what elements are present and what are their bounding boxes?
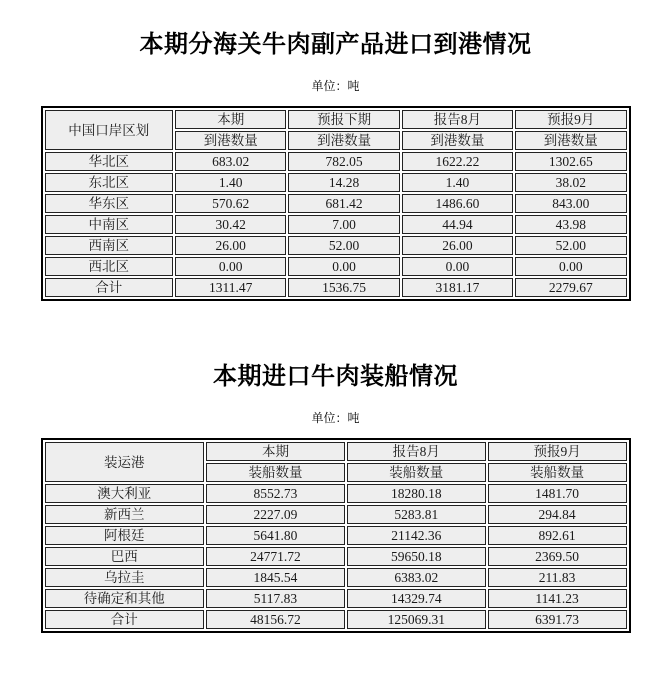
cell: 1622.22 [402, 152, 513, 171]
cell: 44.94 [402, 215, 513, 234]
cell: 2369.50 [488, 547, 627, 566]
cell: 1.40 [175, 173, 286, 192]
shipment-header-row-1 [45, 442, 627, 461]
shipment-col-header-current: 本期 [206, 442, 345, 461]
arrival-header-row-1 [45, 110, 627, 129]
table-row [45, 589, 627, 608]
table-row [45, 215, 627, 234]
row-label: 新西兰 [45, 505, 205, 524]
cell: 5283.81 [347, 505, 486, 524]
cell: 1486.60 [402, 194, 513, 213]
table-row [45, 236, 627, 255]
row-label: 合计 [45, 278, 174, 297]
cell: 211.83 [488, 568, 627, 587]
shipment-col-header-report-aug: 报告8月 [347, 442, 486, 461]
table-row [45, 257, 627, 276]
cell: 1845.54 [206, 568, 345, 587]
cell: 5117.83 [206, 589, 345, 608]
cell: 24771.72 [206, 547, 345, 566]
cell: 0.00 [288, 257, 399, 276]
cell: 843.00 [515, 194, 626, 213]
arrival-table [41, 106, 631, 301]
cell: 570.62 [175, 194, 286, 213]
cell: 30.42 [175, 215, 286, 234]
cell: 6391.73 [488, 610, 627, 629]
cell: 59650.18 [347, 547, 486, 566]
shipment-subheader: 装船数量 [206, 463, 345, 482]
cell: 43.98 [515, 215, 626, 234]
shipment-col-header-forecast-sep: 预报9月 [488, 442, 627, 461]
cell: 2227.09 [206, 505, 345, 524]
cell: 1.40 [402, 173, 513, 192]
cell: 1481.70 [488, 484, 627, 503]
arrival-subheader: 到港数量 [175, 131, 286, 150]
table-row [45, 484, 627, 503]
row-label: 巴西 [45, 547, 205, 566]
cell: 1536.75 [288, 278, 399, 297]
cell: 2279.67 [515, 278, 626, 297]
table-total-row [45, 610, 627, 629]
arrival-col-header-report-aug: 报告8月 [402, 110, 513, 129]
arrival-col-header-current: 本期 [175, 110, 286, 129]
row-label: 阿根廷 [45, 526, 205, 545]
cell: 48156.72 [206, 610, 345, 629]
table-row [45, 152, 627, 171]
cell: 21142.36 [347, 526, 486, 545]
cell: 782.05 [288, 152, 399, 171]
table-row [45, 194, 627, 213]
arrival-col-header-forecast-sep: 预报9月 [515, 110, 626, 129]
cell: 3181.17 [402, 278, 513, 297]
cell: 26.00 [175, 236, 286, 255]
row-label: 东北区 [45, 173, 174, 192]
row-label: 西南区 [45, 236, 174, 255]
shipment-table [41, 438, 631, 633]
cell: 52.00 [288, 236, 399, 255]
arrival-unit-label: 单位：吨 [311, 79, 360, 93]
cell: 1302.65 [515, 152, 626, 171]
cell: 7.00 [288, 215, 399, 234]
shipment-subheader: 装船数量 [347, 463, 486, 482]
cell: 0.00 [175, 257, 286, 276]
arrival-corner-header: 中国口岸区划 [45, 110, 174, 150]
cell: 14329.74 [347, 589, 486, 608]
table-total-row [45, 278, 627, 297]
row-label: 澳大利亚 [45, 484, 205, 503]
cell: 8552.73 [206, 484, 345, 503]
cell: 892.61 [488, 526, 627, 545]
cell: 5641.80 [206, 526, 345, 545]
table-row [45, 547, 627, 566]
cell: 38.02 [515, 173, 626, 192]
shipment-subheader: 装船数量 [488, 463, 627, 482]
cell: 0.00 [515, 257, 626, 276]
cell: 683.02 [175, 152, 286, 171]
cell: 18280.18 [347, 484, 486, 503]
cell: 1141.23 [488, 589, 627, 608]
row-label: 合计 [45, 610, 205, 629]
table-row [45, 568, 627, 587]
arrival-subheader: 到港数量 [288, 131, 399, 150]
table-row [45, 173, 627, 192]
shipment-table-title: 本期进口牛肉装船情况 [213, 364, 458, 390]
cell: 681.42 [288, 194, 399, 213]
arrival-table-title: 本期分海关牛肉副产品进口到港情况 [139, 32, 532, 58]
cell: 14.28 [288, 173, 399, 192]
shipment-corner-header: 装运港 [45, 442, 205, 482]
arrival-subheader: 到港数量 [515, 131, 626, 150]
cell: 1311.47 [175, 278, 286, 297]
cell: 26.00 [402, 236, 513, 255]
row-label: 待确定和其他 [45, 589, 205, 608]
row-label: 中南区 [45, 215, 174, 234]
shipment-unit-label: 单位：吨 [311, 411, 360, 425]
arrival-col-header-forecast-next: 预报下期 [288, 110, 399, 129]
arrival-subheader: 到港数量 [402, 131, 513, 150]
cell: 6383.02 [347, 568, 486, 587]
row-label: 华北区 [45, 152, 174, 171]
cell: 0.00 [402, 257, 513, 276]
table-row [45, 505, 627, 524]
cell: 52.00 [515, 236, 626, 255]
cell: 294.84 [488, 505, 627, 524]
table-row [45, 526, 627, 545]
row-label: 西北区 [45, 257, 174, 276]
row-label: 华东区 [45, 194, 174, 213]
row-label: 乌拉圭 [45, 568, 205, 587]
cell: 125069.31 [347, 610, 486, 629]
